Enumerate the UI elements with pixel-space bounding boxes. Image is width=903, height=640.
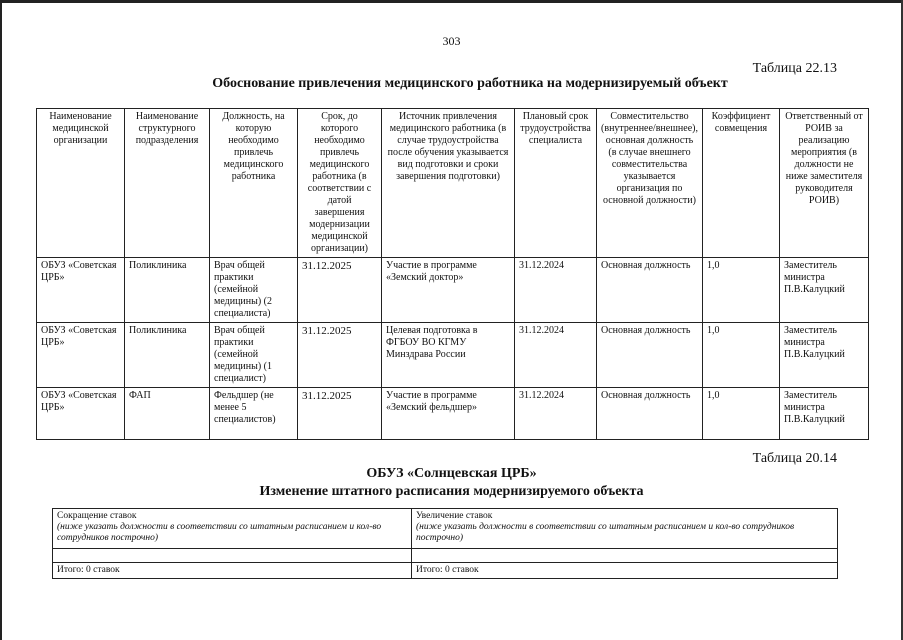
table-cell: Основная должность (597, 258, 703, 323)
table-cell: 31.12.2024 (515, 258, 597, 323)
table-cell: Врач общей практики (семейной медицины) (1 специалист) (210, 323, 298, 388)
table1-header-org: Наименование медицинской организации (37, 109, 125, 258)
table1-header-unit: Наименование структурного подразделения (125, 109, 210, 258)
table-cell (53, 549, 412, 563)
table-cell: 1,0 (703, 258, 780, 323)
table-cell: ОБУЗ «Советская ЦРБ» (37, 258, 125, 323)
increase-note: (ниже указать должности в соответствии со штатным расписанием и кол-во сотрудников построчно) (416, 522, 795, 543)
table-cell: 31.12.2025 (298, 323, 382, 388)
table-cell: ОБУЗ «Советская ЦРБ» (37, 388, 125, 440)
table2-right-header-cell (412, 509, 838, 549)
table2-title-line1: ОБУЗ «Солнцевская ЦРБ» (366, 466, 537, 481)
table2-title-line2: Изменение штатного расписания модернизируемого объекта (259, 484, 644, 499)
table-cell: Поликлиника (125, 258, 210, 323)
table1-header-coefficient: Коэффициент совмещения (703, 109, 780, 258)
table-cell: ОБУЗ «Советская ЦРБ» (37, 323, 125, 388)
table1-title: Обоснование привлечения медицинского работника на модернизируемый объект (212, 76, 728, 91)
table-cell: Поликлиника (125, 323, 210, 388)
table1-header-responsible: Ответственный от РОИВ за реализацию мероприятия (в должности не ниже заместителя руководителя РОИВ) (780, 109, 869, 258)
table-cell: Врач общей практики (семейной медицины) (2 специалиста) (210, 258, 298, 323)
table2 (52, 508, 838, 579)
table-cell: 31.12.2024 (515, 323, 597, 388)
page-number: 303 (442, 34, 461, 48)
table-cell: 1,0 (703, 388, 780, 440)
table-cell: Участие в программе «Земский фельдшер» (382, 388, 515, 440)
table-cell: Фельдшер (не менее 5 специалистов) (210, 388, 298, 440)
table-cell: Участие в программе «Земский доктор» (382, 258, 515, 323)
table2-label: Таблица 20.14 (752, 451, 837, 466)
table2-total-row (53, 563, 838, 579)
table1-header-position: Должность, на которую необходимо привлечь медицинского работника (210, 109, 298, 258)
table-cell (412, 549, 838, 563)
table-cell: Основная должность (597, 388, 703, 440)
table-cell: 1,0 (703, 323, 780, 388)
table-cell: Заместитель министра П.В.Калуцкий (780, 323, 869, 388)
page-border-left (0, 0, 2, 640)
table2-left-header-cell (53, 509, 412, 549)
table-cell: Основная должность (597, 323, 703, 388)
table-row (37, 323, 869, 388)
table-cell: ФАП (125, 388, 210, 440)
increase-header: Увеличение ставок (416, 511, 493, 521)
table-row (37, 388, 869, 440)
table1-header-row (37, 109, 869, 258)
increase-total: Итого: 0 ставок (412, 563, 838, 579)
table1-header-deadline: Срок, до которого необходимо привлечь медицинского работника (в соответствии с датой завершения модернизации медицинской организации) (298, 109, 382, 258)
table-cell: 31.12.2025 (298, 258, 382, 323)
table-cell: Заместитель министра П.В.Калуцкий (780, 388, 869, 440)
table2-title (0, 465, 903, 501)
table-cell: Целевая подготовка в ФГБОУ ВО КГМУ Минздрава России (382, 323, 515, 388)
reduction-header: Сокращение ставок (57, 511, 137, 521)
reduction-total: Итого: 0 ставок (53, 563, 412, 579)
page-border-top (0, 0, 903, 3)
table1-label: Таблица 22.13 (752, 61, 837, 76)
table1 (36, 108, 869, 440)
table1-header-source: Источник привлечения медицинского работника (в случае трудоустройства после обучения указывается вид подготовки и сроки завершения подготовки) (382, 109, 515, 258)
table-cell: 31.12.2024 (515, 388, 597, 440)
table-row (37, 258, 869, 323)
table2-empty-row (53, 549, 838, 563)
table1-header-combination: Совместительство (внутреннее/внешнее), основная должность (в случае внешнего совместительства указывается организация по основной должности) (597, 109, 703, 258)
table1-header-planned-date: Плановый срок трудоустройства специалиста (515, 109, 597, 258)
table-cell: Заместитель министра П.В.Калуцкий (780, 258, 869, 323)
table-cell: 31.12.2025 (298, 388, 382, 440)
reduction-note: (ниже указать должности в соответствии со штатным расписанием и кол-во сотрудников построчно) (57, 522, 382, 543)
table2-header-row (53, 509, 838, 549)
